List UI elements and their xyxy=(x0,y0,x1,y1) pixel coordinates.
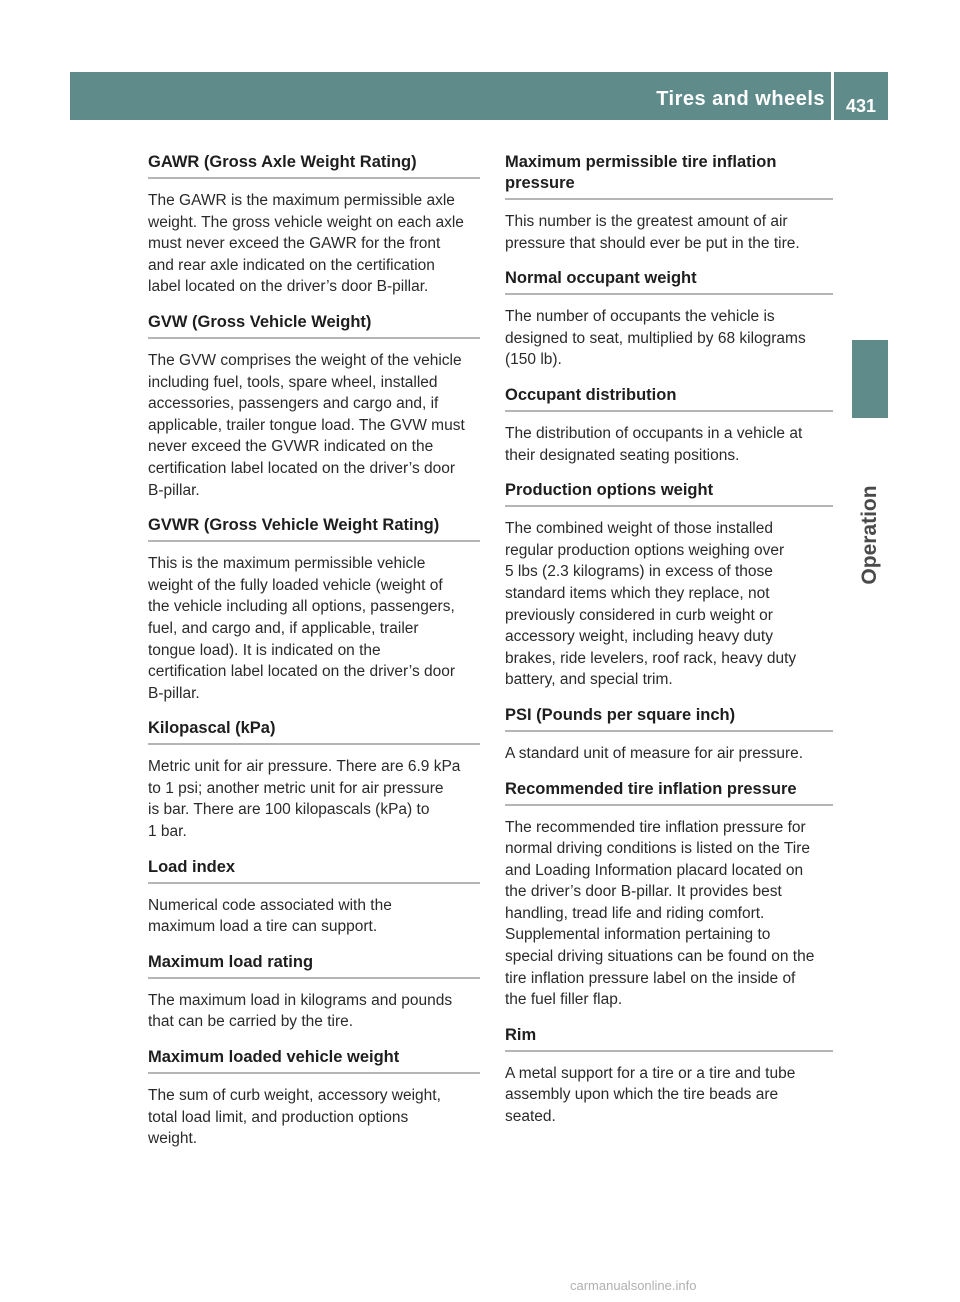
side-label-text: Operation xyxy=(858,485,881,585)
term-heading: Maximum load rating xyxy=(148,952,480,979)
term-heading: Rim xyxy=(505,1025,833,1052)
right-column xyxy=(505,152,833,1142)
term-definition: The number of occupants the vehicle is designed to seat, multiplied by 68 kilograms (150 lb). xyxy=(505,308,806,369)
term-heading: Production options weight xyxy=(505,480,833,507)
term-definition: Metric unit for air pressure. There are 6.9 kPa to 1 psi; another metric unit for air pressure is bar. There are 100 kilopascals (kPa) to 1 bar. xyxy=(148,758,461,841)
term-definition: The distribution of occupants in a vehicle at their designated seating positions. xyxy=(505,424,803,464)
term-definition: The GVW comprises the weight of the vehicle including fuel, tools, spare wheel, installed accessories, passengers and cargo and, if applicable, trailer tongue load. The GVW must never exceed the GVWR indicated on the certification label located on the driver’s door B-pillar. xyxy=(148,351,465,499)
term-heading: Load index xyxy=(148,857,480,884)
term-heading: Normal occupant weight xyxy=(505,268,833,295)
term-definition: The combined weight of those installed regular production options weighing over 5 lbs (2.3 kilograms) in excess of those standard items which they replace, not previously considered in curb weight or accessory weight, including heavy duty brakes, ride levelers, roof rack, heavy duty battery, and special trim. xyxy=(505,520,797,689)
term-heading: GVWR (Gross Vehicle Weight Rating) xyxy=(148,515,480,542)
side-label xyxy=(834,480,906,590)
term-definition: This is the maximum permissible vehicle weight of the fully loaded vehicle (weight of the vehicle including all options, passengers, fuel, and cargo and, if applicable, trailer tongue load). It is indicated on the certification label located on the driver’s door B-pillar. xyxy=(148,555,456,702)
term-definition: Numerical code associated with the maximum load a tire can support. xyxy=(148,896,392,936)
term-heading: Maximum loaded vehicle weight xyxy=(148,1047,480,1074)
left-column xyxy=(148,152,480,1164)
term-heading: Recommended tire inflation pressure xyxy=(505,779,833,806)
term-heading: Maximum permissible tire inflation pressure xyxy=(505,152,833,200)
term-definition: The maximum load in kilograms and pounds that can be carried by the tire. xyxy=(148,991,453,1031)
term-heading: GAWR (Gross Axle Weight Rating) xyxy=(148,152,480,179)
term-heading: Occupant distribution xyxy=(505,385,833,412)
term-definition: The sum of curb weight, accessory weight, total load limit, and production options weight. xyxy=(148,1087,441,1148)
side-tab-marker xyxy=(852,340,888,418)
term-heading: Kilopascal (kPa) xyxy=(148,718,480,745)
term-definition: This number is the greatest amount of air pressure that should ever be put in the tire. xyxy=(505,213,800,252)
page-number: 431 xyxy=(845,96,877,116)
term-heading: PSI (Pounds per square inch) xyxy=(505,705,833,732)
section-title: Tires and wheels xyxy=(656,88,825,110)
header-separator xyxy=(831,72,834,120)
term-definition: The GAWR is the maximum permissible axle weight. The gross vehicle weight on each axle must never exceed the GAWR for the front and rear axle indicated on the certification label located on the driver’s door B-pillar. xyxy=(148,192,464,296)
term-definition: A metal support for a tire or a tire and tube assembly upon which the tire beads are seated. xyxy=(505,1064,796,1126)
watermark: carmanualsonline.info xyxy=(570,1278,697,1293)
term-definition: A standard unit of measure for air pressure. xyxy=(505,744,804,762)
term-heading: GVW (Gross Vehicle Weight) xyxy=(148,312,480,339)
term-definition: The recommended tire inflation pressure for normal driving conditions is listed on the Tire and Loading Information placard located on the driver’s door B-pillar. It provides best handling, tread life and riding comfort. Supplemental information pertaining to special driving situations can be found on the tire inflation pressure label on the inside of the fuel filler flap. xyxy=(505,818,815,1009)
